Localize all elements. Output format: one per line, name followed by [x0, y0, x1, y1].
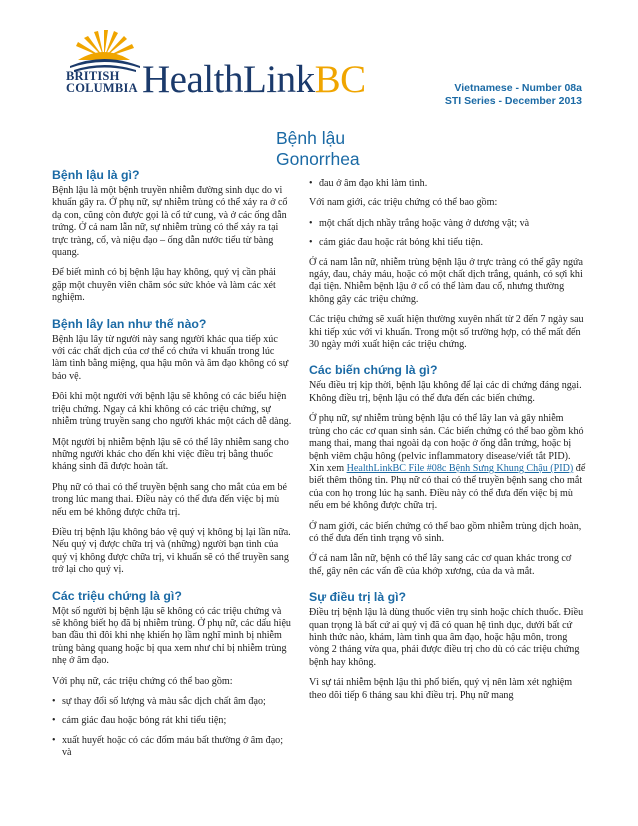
paragraph: Một người bị nhiễm bệnh lậu sẽ có thể lây nhiễm sang cho những người khác cho đến khi việc điều trị bằng thuốc kháng sinh đã được hoàn tất.: [52, 436, 289, 473]
paragraph: Với phụ nữ, các triệu chứng có thể bao gồm:: [52, 675, 233, 687]
healthlinkbc-wordmark: [142, 60, 366, 100]
heading-how-spread: Bệnh lây lan như thế nào?: [52, 316, 207, 331]
symptoms-women-list-cont: [309, 178, 587, 190]
symptoms-men-list: [309, 218, 587, 250]
list-item: • xuất huyết hoặc có các đốm máu bất thường ở âm đạo; và: [52, 735, 292, 760]
paragraph: [309, 413, 587, 512]
right-column: [309, 178, 587, 710]
left-column: [52, 168, 292, 767]
list-item: • cảm giác đau hoặc bỏng rát khi tiểu tiện;: [52, 715, 292, 727]
heading-complications: Các biến chứng là gì?: [309, 363, 438, 378]
heading-symptoms: Các triệu chứng là gì?: [52, 588, 182, 603]
paragraph: Một số người bị bệnh lậu sẽ không có các triệu chứng và sẽ không biết họ đã bị nhiễm trùng. Ở phụ nữ, các dấu hiệu ban đầu thì đôi khi nhẹ khiến họ lầm nghĩ mình bị nhiễm trùng bàng quang hoặc bị qua xem như chỉ bị nhiễm trùng nhẹ ở âm đạo.: [52, 605, 291, 667]
paragraph: Điều trị bệnh lậu không bảo vệ quý vị không bị lại lần nữa. Nếu quý vị được chữa trị và (những) người bạn tình của quý vị không được chữa trị, vi khuẩn sẽ có thể truyền sang trở lại cho quý vị.: [52, 526, 291, 576]
text-span: Ở phụ nữ, sự nhiễm trùng bệnh lậu có thể lây lan và gây nhiễm trùng cho các cơ quan sinh sản. Các biến chứng có thể bao gồm khó mang thai, mang thai ngoài dạ con hoặc ở ống dẫn trứng, hoặc bị bệnh viêm chậu hông (pelvic inflammatory disease/viết tắt PID). Xin xem: [309, 413, 584, 474]
paragraph: Ở nam giới, các biến chứng có thể bao gồm nhiễm trùng dịch hoàn, có thể đưa đến tình trạng vô sinh.: [309, 520, 582, 544]
paragraph: Các triệu chứng sẽ xuất hiện thường xuyên nhất từ 2 đến 7 ngày sau khi tiếp xúc với vi khuẩn. Trong một số trường hợp, có thể mất đến 30 ngày mới xuất hiện các triệu chứng.: [309, 314, 584, 351]
paragraph: Bệnh lậu lây từ người này sang người khác qua tiếp xúc với các chất dịch của cơ thể có chứa vi khuẩn trong lúc làm tình bằng miệng, qua hậu môn và âm đạo không có sự bảo vệ.: [52, 333, 289, 382]
list-item: • cảm giác đau hoặc rát bỏng khi tiểu tiện.: [309, 237, 587, 249]
paragraph: Ở cả nam lẫn nữ, nhiễm trùng bệnh lậu ở trực tràng có thể gây ngứa ngáy, đau, chảy máu, hoặc có một chất dịch trắng, quánh, có sợi khi đại tiện. Nhiễm bệnh lậu ở cổ có thể làm đau cổ, nhưng thường không gây các triệu chứng.: [309, 256, 584, 305]
list-item: • đau ở âm đạo khi làm tình.: [309, 178, 587, 190]
title-main: Bệnh lậu: [276, 128, 346, 148]
heading-treatment: Sự điều trị là gì?: [309, 590, 407, 605]
brand-accent: BC: [314, 58, 366, 101]
paragraph: Nếu điều trị kịp thời, bệnh lậu không để lại các di chứng đáng ngại. Không điều trị, bệnh lậu có thể đưa đến các biến chứng.: [309, 380, 582, 404]
paragraph: Đôi khi một người với bệnh lậu sẽ không có các biểu hiện triệu chứng. Ngay cả khi không có các triệu chứng, sự nhiễm trùng truyền sang cho người khác một cách dễ dàng.: [52, 391, 292, 428]
heading-what-is: Bệnh lậu là gì?: [52, 168, 140, 182]
bc-line1: BRITISH: [66, 69, 120, 83]
symptoms-women-list: [52, 696, 292, 760]
list-item: • sự thay đổi số lượng và màu sắc dịch chất âm đạo;: [52, 696, 292, 708]
paragraph: Vì sự tái nhiễm bệnh lậu thì phổ biến, quý vị nên làm xét nghiệm theo dõi tiếp 6 tháng sau khi điều trị. Phụ nữ mang: [309, 677, 573, 701]
title-sub: Gonorrhea: [276, 149, 360, 169]
bc-line2: COLUMBIA: [66, 81, 138, 95]
text-span: để biết thêm thông tin. Phụ nữ có thai có thể truyền bệnh sang cho mắt của con họ trong lúc hạ sanh. Điều này có thể đưa đến việc bị mù nếu em bé không được chữa trị.: [309, 462, 586, 512]
series-info: [445, 82, 582, 108]
brand-main: HealthLink: [142, 58, 315, 101]
paragraph: Để biết mình có bị bệnh lậu hay không, quý vị cần phải gặp một chuyên viên chăm sóc sức khỏe và làm các xét nghiệm.: [52, 267, 276, 304]
pid-file-link[interactable]: HealthLinkBC File #08c Bệnh Sưng Khung Chậu (PID): [346, 462, 574, 474]
document-title: [276, 128, 360, 170]
paragraph: Ở cả nam lẫn nữ, bệnh có thể lây sang các cơ quan khác trong cơ thể, gây nên các vấn đề của khớp xương, của da và mắt.: [309, 553, 572, 577]
paragraph: Điều trị bệnh lậu là dùng thuốc viên trụ sinh hoặc chích thuốc. Điều quan trọng là bất cứ ai quý vị đã có quan hệ tình dục, dưới bất cứ hình thức nào, khám, làm tình qua âm đạo, hoặc hậu môn, trong vòng 2 tháng vừa qua, phải được điều trị cho dù có các triệu chứng bệnh hay không.: [309, 607, 584, 668]
paragraph: Phụ nữ có thai có thể truyền bệnh sang cho mắt của em bé trong lúc mang thai. Điều này có thể đưa đến việc bị mù nếu em bé không được chữa trị.: [52, 481, 288, 518]
series-date: STI Series - December 2013: [444, 95, 582, 107]
paragraph: Bệnh lậu là một bệnh truyền nhiễm đường sinh dục do vi khuẩn gây ra. Ở phụ nữ, sự nhiễm trùng có thể xảy ra ở cổ dạ con, cũng còn được gọi là cổ tử cung, và ở các ống dẫn trứng. Ở cả nam lẫn nữ, sự nhiễm trùng có thể xảy ra tại trực tràng, cổ, và niệu đạo – ống dẫn nước tiểu từ bàng quang.: [52, 185, 288, 259]
list-item: • một chất dịch nhầy trắng hoặc vàng ở dương vật; và: [309, 218, 587, 230]
series-number: Vietnamese - Number 08a: [454, 82, 582, 94]
paragraph: Với nam giới, các triệu chứng có thể bao gồm:: [309, 197, 498, 209]
bc-wordmark: [66, 70, 138, 94]
